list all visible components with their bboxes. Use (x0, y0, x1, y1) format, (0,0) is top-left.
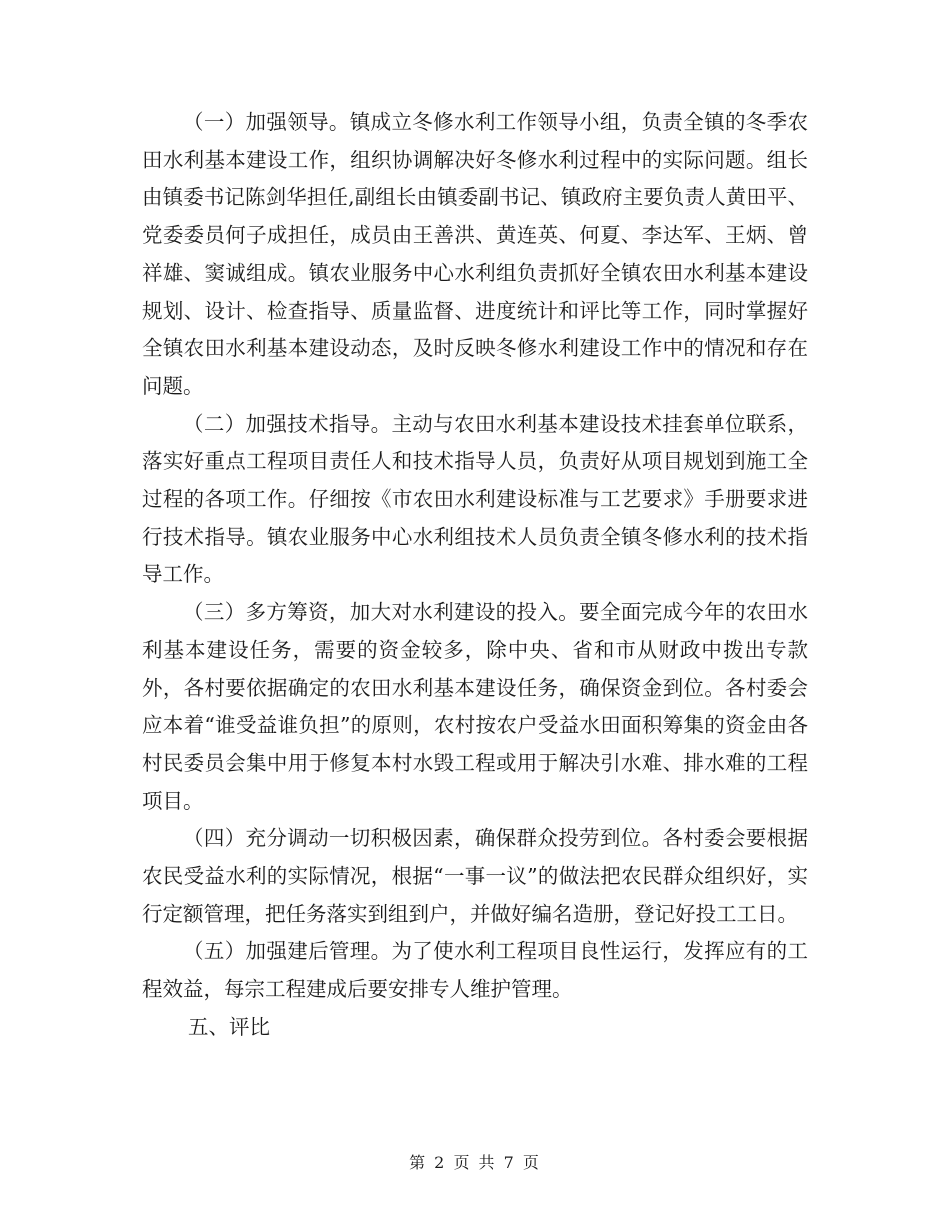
page-number-footer: 第 2 页 共 7 页 (409, 1153, 541, 1172)
paragraph-funding: （三）多方筹资，加大对水利建设的投入。要全面完成今年的农田水利基本建设任务，需要的资金较多，除中央、省和市从财政中拨出专款外，各村要依据确定的农田水利基本建设任务，确保资金到位。各村委会应本着“谁受益谁负担”的原则，农村按农户受益水田面积筹集的资金由各村民委员会集中用于修复本村水毁工程或用于解决引水难、排水难的工程项目。 (142, 600, 808, 813)
paragraph-post-construction: （五）加强建后管理。为了使水利工程项目良性运行，发挥应有的工程效益，每宗工程建成后要安排专人维护管理。 (142, 939, 808, 1002)
document-body (142, 104, 808, 1047)
paragraph-mobilization: （四）充分调动一切积极因素，确保群众投劳到位。各村委会要根据农民受益水利的实际情况，根据“一事一议”的做法把农民群众组织好，实行定额管理，把任务落实到组到户，并做好编名造册，登记好投工工日。 (142, 826, 808, 926)
section-heading: 五、评比 (188, 1014, 270, 1039)
paragraph-technical-guidance: （二）加强技术指导。主动与农田水利基本建设技术挂套单位联系，落实好重点工程项目责任人和技术指导人员，负责好从项目规划到施工全过程的各项工作。仔细按《市农田水利建设标准与工艺要求》手册要求进行技术指导。镇农业服务中心水利组技术人员负责全镇冬修水利的技术指导工作。 (142, 411, 808, 587)
paragraph-leadership: （一）加强领导。镇成立冬修水利工作领导小组，负责全镇的冬季农田水利基本建设工作，组织协调解决好冬修水利过程中的实际问题。组长由镇委书记陈剑华担任,副组长由镇委副书记、镇政府主要负责人黄田平、党委委员何子成担任，成员由王善洪、黄连英、何夏、李达军、王炳、曾祥雄、窦诚组成。镇农业服务中心水利组负责抓好全镇农田水利基本建设规划、设计、检查指导、质量监督、进度统计和评比等工作，同时掌握好全镇农田水利基本建设动态，及时反映冬修水利建设工作中的情况和存在问题。 (142, 110, 808, 398)
